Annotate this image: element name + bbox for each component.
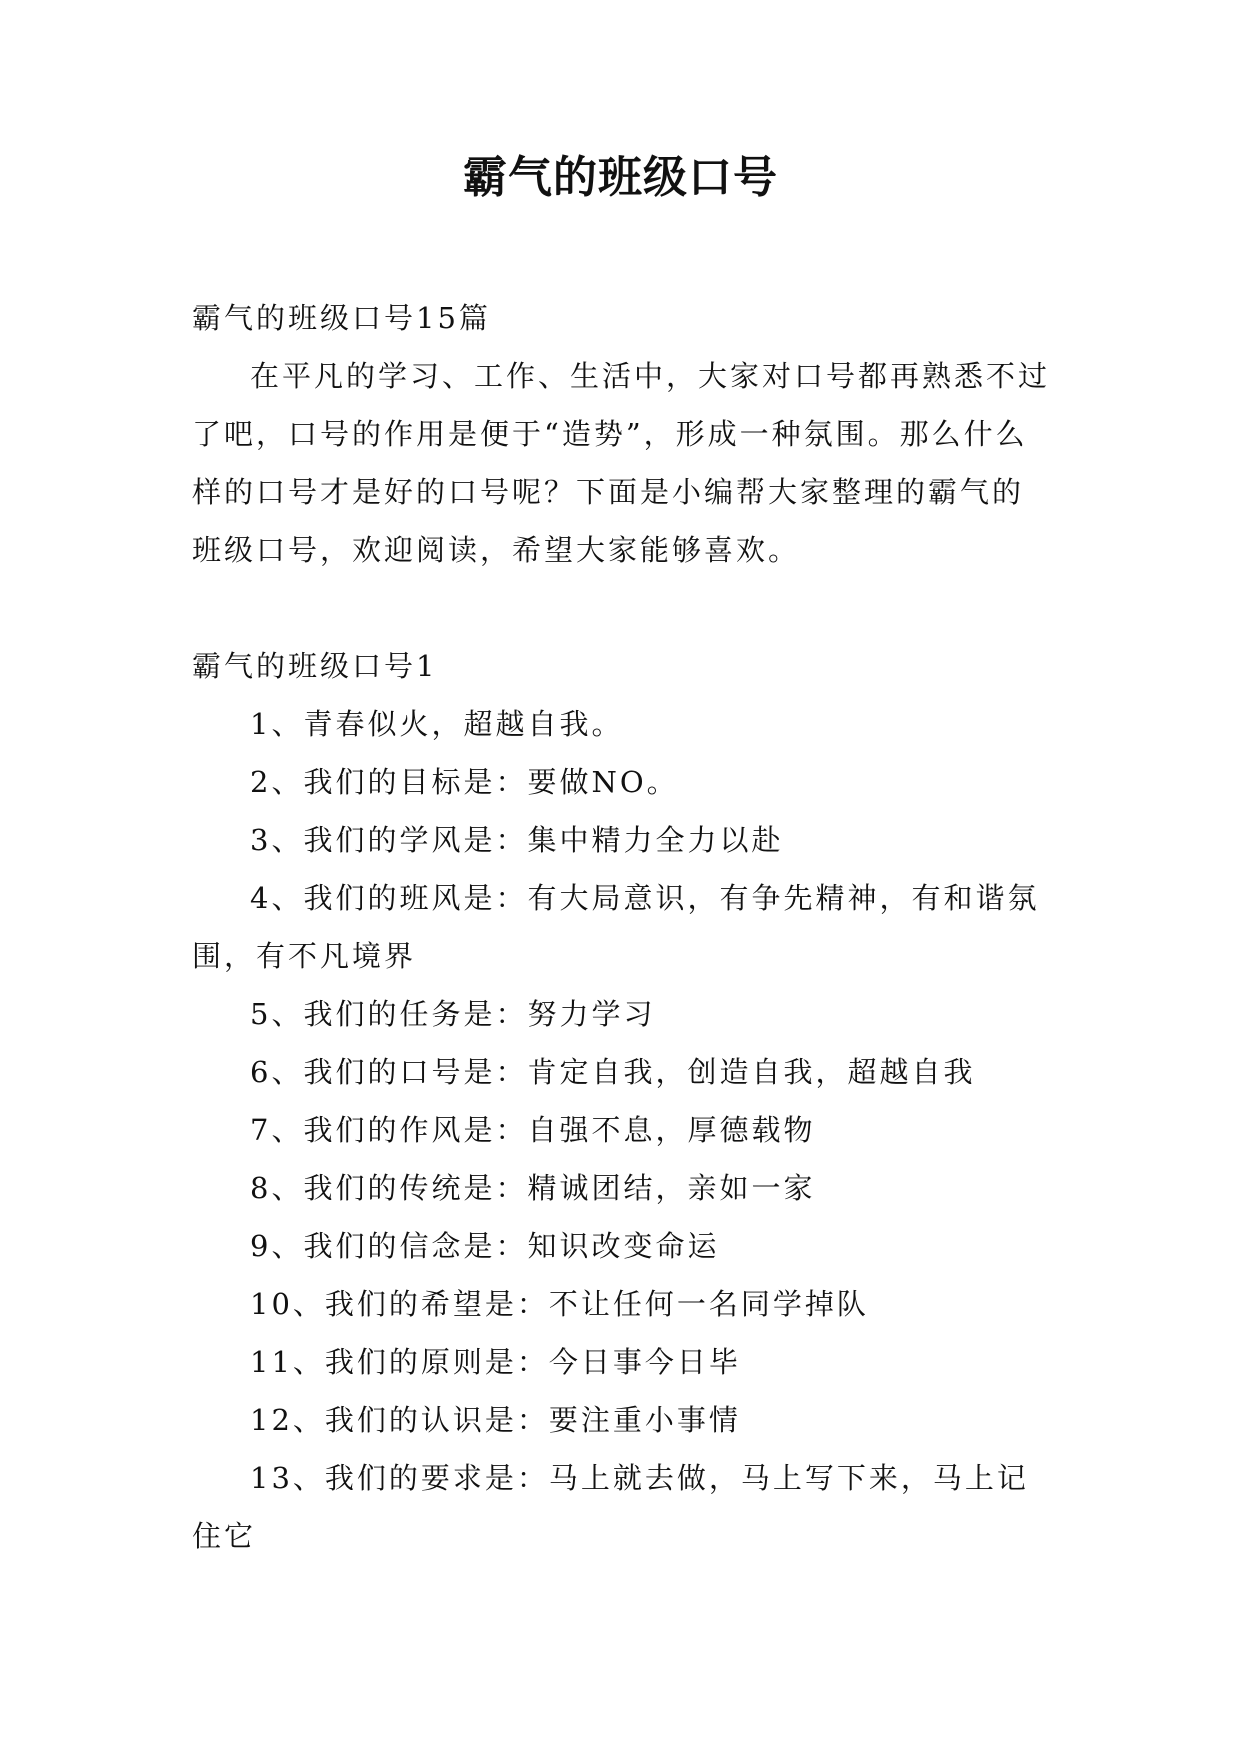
paragraph-gap	[192, 579, 1052, 637]
slogan-item: 3、我们的学风是：集中精力全力以赴	[250, 823, 784, 857]
slogan-item: 8、我们的传统是：精诚团结，亲如一家	[250, 1171, 816, 1205]
slogan-item: 12、我们的认识是：要注重小事情	[250, 1403, 741, 1437]
slogan-item: 7、我们的作风是：自强不息，厚德载物	[250, 1113, 816, 1147]
slogan-item: 10、我们的希望是：不让任何一名同学掉队	[250, 1287, 869, 1321]
section-heading: 霸气的班级口号1	[192, 649, 438, 683]
slogan-item: 13、我们的要求是：马上就去做，马上写下来，马上记住它	[192, 1461, 1029, 1553]
slogan-item: 9、我们的信念是：知识改变命运	[250, 1229, 720, 1263]
slogan-item: 1、青春似火，超越自我。	[250, 707, 624, 741]
slogan-item: 11、我们的原则是：今日事今日毕	[250, 1345, 741, 1379]
document-title: 霸气的班级口号	[463, 152, 778, 203]
slogan-item: 4、我们的班风是：有大局意识，有争先精神，有和谐氛围，有不凡境界	[192, 881, 1040, 973]
intro-paragraph: 在平凡的学习、工作、生活中，大家对口号都再熟悉不过了吧，口号的作用是便于“造势”，形成一种氛围。那么什么样的口号才是好的口号呢？下面是小编帮大家整理的霸气的班级口号，欢迎阅读，希望大家能够喜欢。	[192, 359, 1051, 567]
slogan-item: 6、我们的口号是：肯定自我，创造自我，超越自我	[250, 1055, 976, 1089]
document-body	[192, 289, 1052, 1565]
slogan-item: 5、我们的任务是：努力学习	[250, 997, 656, 1031]
subtitle: 霸气的班级口号15篇	[192, 301, 491, 335]
slogan-item: 2、我们的目标是：要做NO。	[250, 765, 679, 799]
